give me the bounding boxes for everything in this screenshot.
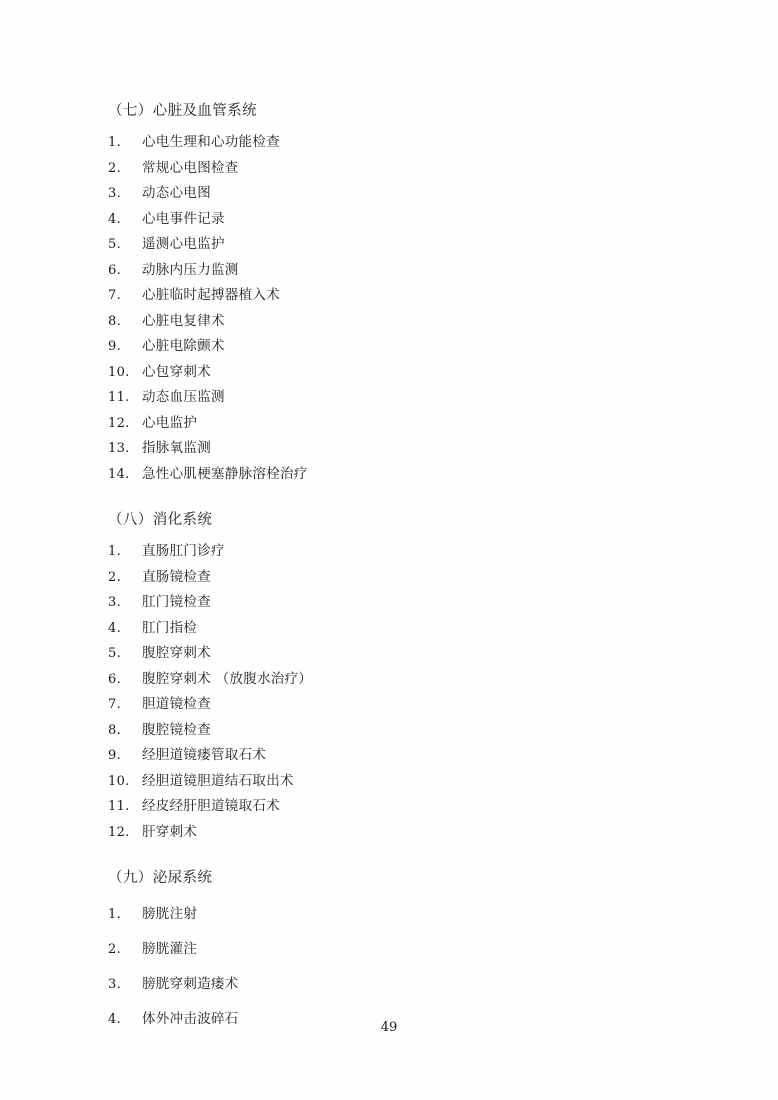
list-item — [108, 411, 668, 437]
list-item-number: 11. — [108, 799, 130, 814]
document-content — [108, 98, 668, 1057]
list-item — [108, 309, 668, 335]
list-item-number: 2. — [108, 160, 122, 176]
list-item-label: 心包穿刺术 — [142, 363, 211, 380]
list-item-label: 腹腔穿刺术 — [142, 645, 211, 661]
list-item — [108, 820, 668, 846]
list-item-number: 2. — [108, 569, 122, 585]
list-item-number: 2. — [108, 942, 122, 957]
list-item — [108, 718, 668, 744]
list-item-label: 胆道镜检查 — [142, 696, 211, 712]
section-urinary — [108, 865, 668, 1037]
list-item-label: 膀胱灌注 — [142, 941, 198, 957]
list-item — [108, 539, 668, 565]
list-item-label: 膀胱注射 — [142, 906, 198, 922]
list-item-number: 13. — [108, 441, 130, 456]
list-item-number: 6. — [108, 671, 122, 687]
list-item — [108, 897, 668, 932]
list-item-number: 10. — [108, 364, 130, 380]
list-item-label: 经皮经肝胆道镜取石术 — [142, 798, 280, 814]
section-heading: （七）心脏及血管系统 — [108, 103, 257, 119]
list-item-label: 经胆道镜胆道结石取出术 — [142, 772, 294, 789]
list-item-number: 7. — [108, 697, 122, 712]
list-item — [108, 258, 668, 284]
section-digestive — [108, 507, 668, 845]
list-item-number: 9. — [108, 339, 122, 354]
list-item-label: 直肠肛门诊疗 — [142, 543, 225, 559]
list-item-label: 常规心电图检查 — [142, 159, 239, 176]
list-item — [108, 743, 668, 769]
list-item-label: 心电监护 — [142, 414, 198, 431]
list-item-number: 6. — [108, 262, 122, 278]
list-item — [108, 385, 668, 411]
list-item-number: 5. — [108, 237, 122, 252]
procedure-list — [108, 897, 668, 1037]
list-item — [108, 769, 668, 795]
list-item-label: 急性心肌梗塞静脉溶栓治疗 — [142, 465, 308, 482]
list-item-number: 4. — [108, 620, 122, 636]
list-item — [108, 334, 668, 360]
list-item — [108, 232, 668, 258]
list-item — [108, 794, 668, 820]
list-item-number: 12. — [108, 415, 130, 431]
list-item-number: 3. — [108, 186, 122, 201]
list-item-label: 直肠镜检查 — [142, 568, 211, 585]
list-item-number: 5. — [108, 646, 122, 661]
list-item-number: 4. — [108, 211, 122, 227]
procedure-list — [108, 130, 668, 487]
list-item-label: 膀胱穿刺造瘘术 — [142, 976, 239, 992]
list-item-label: 腹腔镜检查 — [142, 721, 211, 738]
list-item — [108, 436, 668, 462]
list-item-number: 1. — [108, 544, 122, 559]
list-item — [108, 692, 668, 718]
section-cardiovascular — [108, 98, 668, 487]
list-item-number: 7. — [108, 288, 122, 303]
list-item-number: 1. — [108, 135, 122, 150]
list-item-number: 8. — [108, 313, 122, 329]
procedure-list — [108, 539, 668, 845]
list-item — [108, 667, 668, 693]
list-item-label: 动态心电图 — [142, 185, 211, 201]
list-item — [108, 207, 668, 233]
list-item — [108, 283, 668, 309]
list-item-number: 1. — [108, 907, 122, 922]
list-item-label: 腹腔穿刺术 （放腹水治疗） — [142, 670, 313, 687]
list-item-label: 肝穿刺术 — [142, 823, 198, 840]
page-number: 49 — [380, 1020, 398, 1035]
list-item-label: 动脉内压力监测 — [142, 261, 239, 278]
list-item-number: 9. — [108, 748, 122, 763]
list-item — [108, 590, 668, 616]
list-item-label: 心脏电除颤术 — [142, 338, 225, 354]
list-item — [108, 932, 668, 967]
list-item — [108, 130, 668, 156]
list-item-number: 10. — [108, 773, 130, 789]
list-item — [108, 641, 668, 667]
section-heading: （九）泌尿系统 — [108, 870, 213, 886]
list-item-label: 心电事件记录 — [142, 210, 225, 227]
list-item-number: 4. — [108, 1012, 122, 1027]
list-item-label: 肛门指检 — [142, 619, 198, 636]
list-item-number: 12. — [108, 824, 130, 840]
list-item — [108, 616, 668, 642]
list-item — [108, 462, 668, 488]
list-item-label: 体外冲击波碎石 — [142, 1011, 239, 1027]
list-item-label: 动态血压监测 — [142, 389, 225, 405]
list-item — [108, 181, 668, 207]
list-item — [108, 967, 668, 1002]
list-item — [108, 565, 668, 591]
list-item-number: 3. — [108, 595, 122, 610]
section-heading: （八）消化系统 — [108, 512, 213, 528]
list-item-label: 心脏临时起搏器植入术 — [142, 287, 280, 303]
list-item-label: 遥测心电监护 — [142, 236, 225, 252]
list-item-label: 心电生理和心功能检查 — [142, 134, 280, 150]
list-item-number: 8. — [108, 722, 122, 738]
list-item — [108, 156, 668, 182]
list-item-label: 指脉氧监测 — [142, 440, 211, 456]
list-item-number: 3. — [108, 977, 122, 992]
list-item-number: 14. — [108, 466, 130, 482]
list-item-number: 11. — [108, 390, 130, 405]
list-item — [108, 360, 668, 386]
list-item-label: 心脏电复律术 — [142, 312, 225, 329]
list-item-label: 肛门镜检查 — [142, 594, 211, 610]
list-item-label: 经胆道镜瘘管取石术 — [142, 747, 267, 763]
